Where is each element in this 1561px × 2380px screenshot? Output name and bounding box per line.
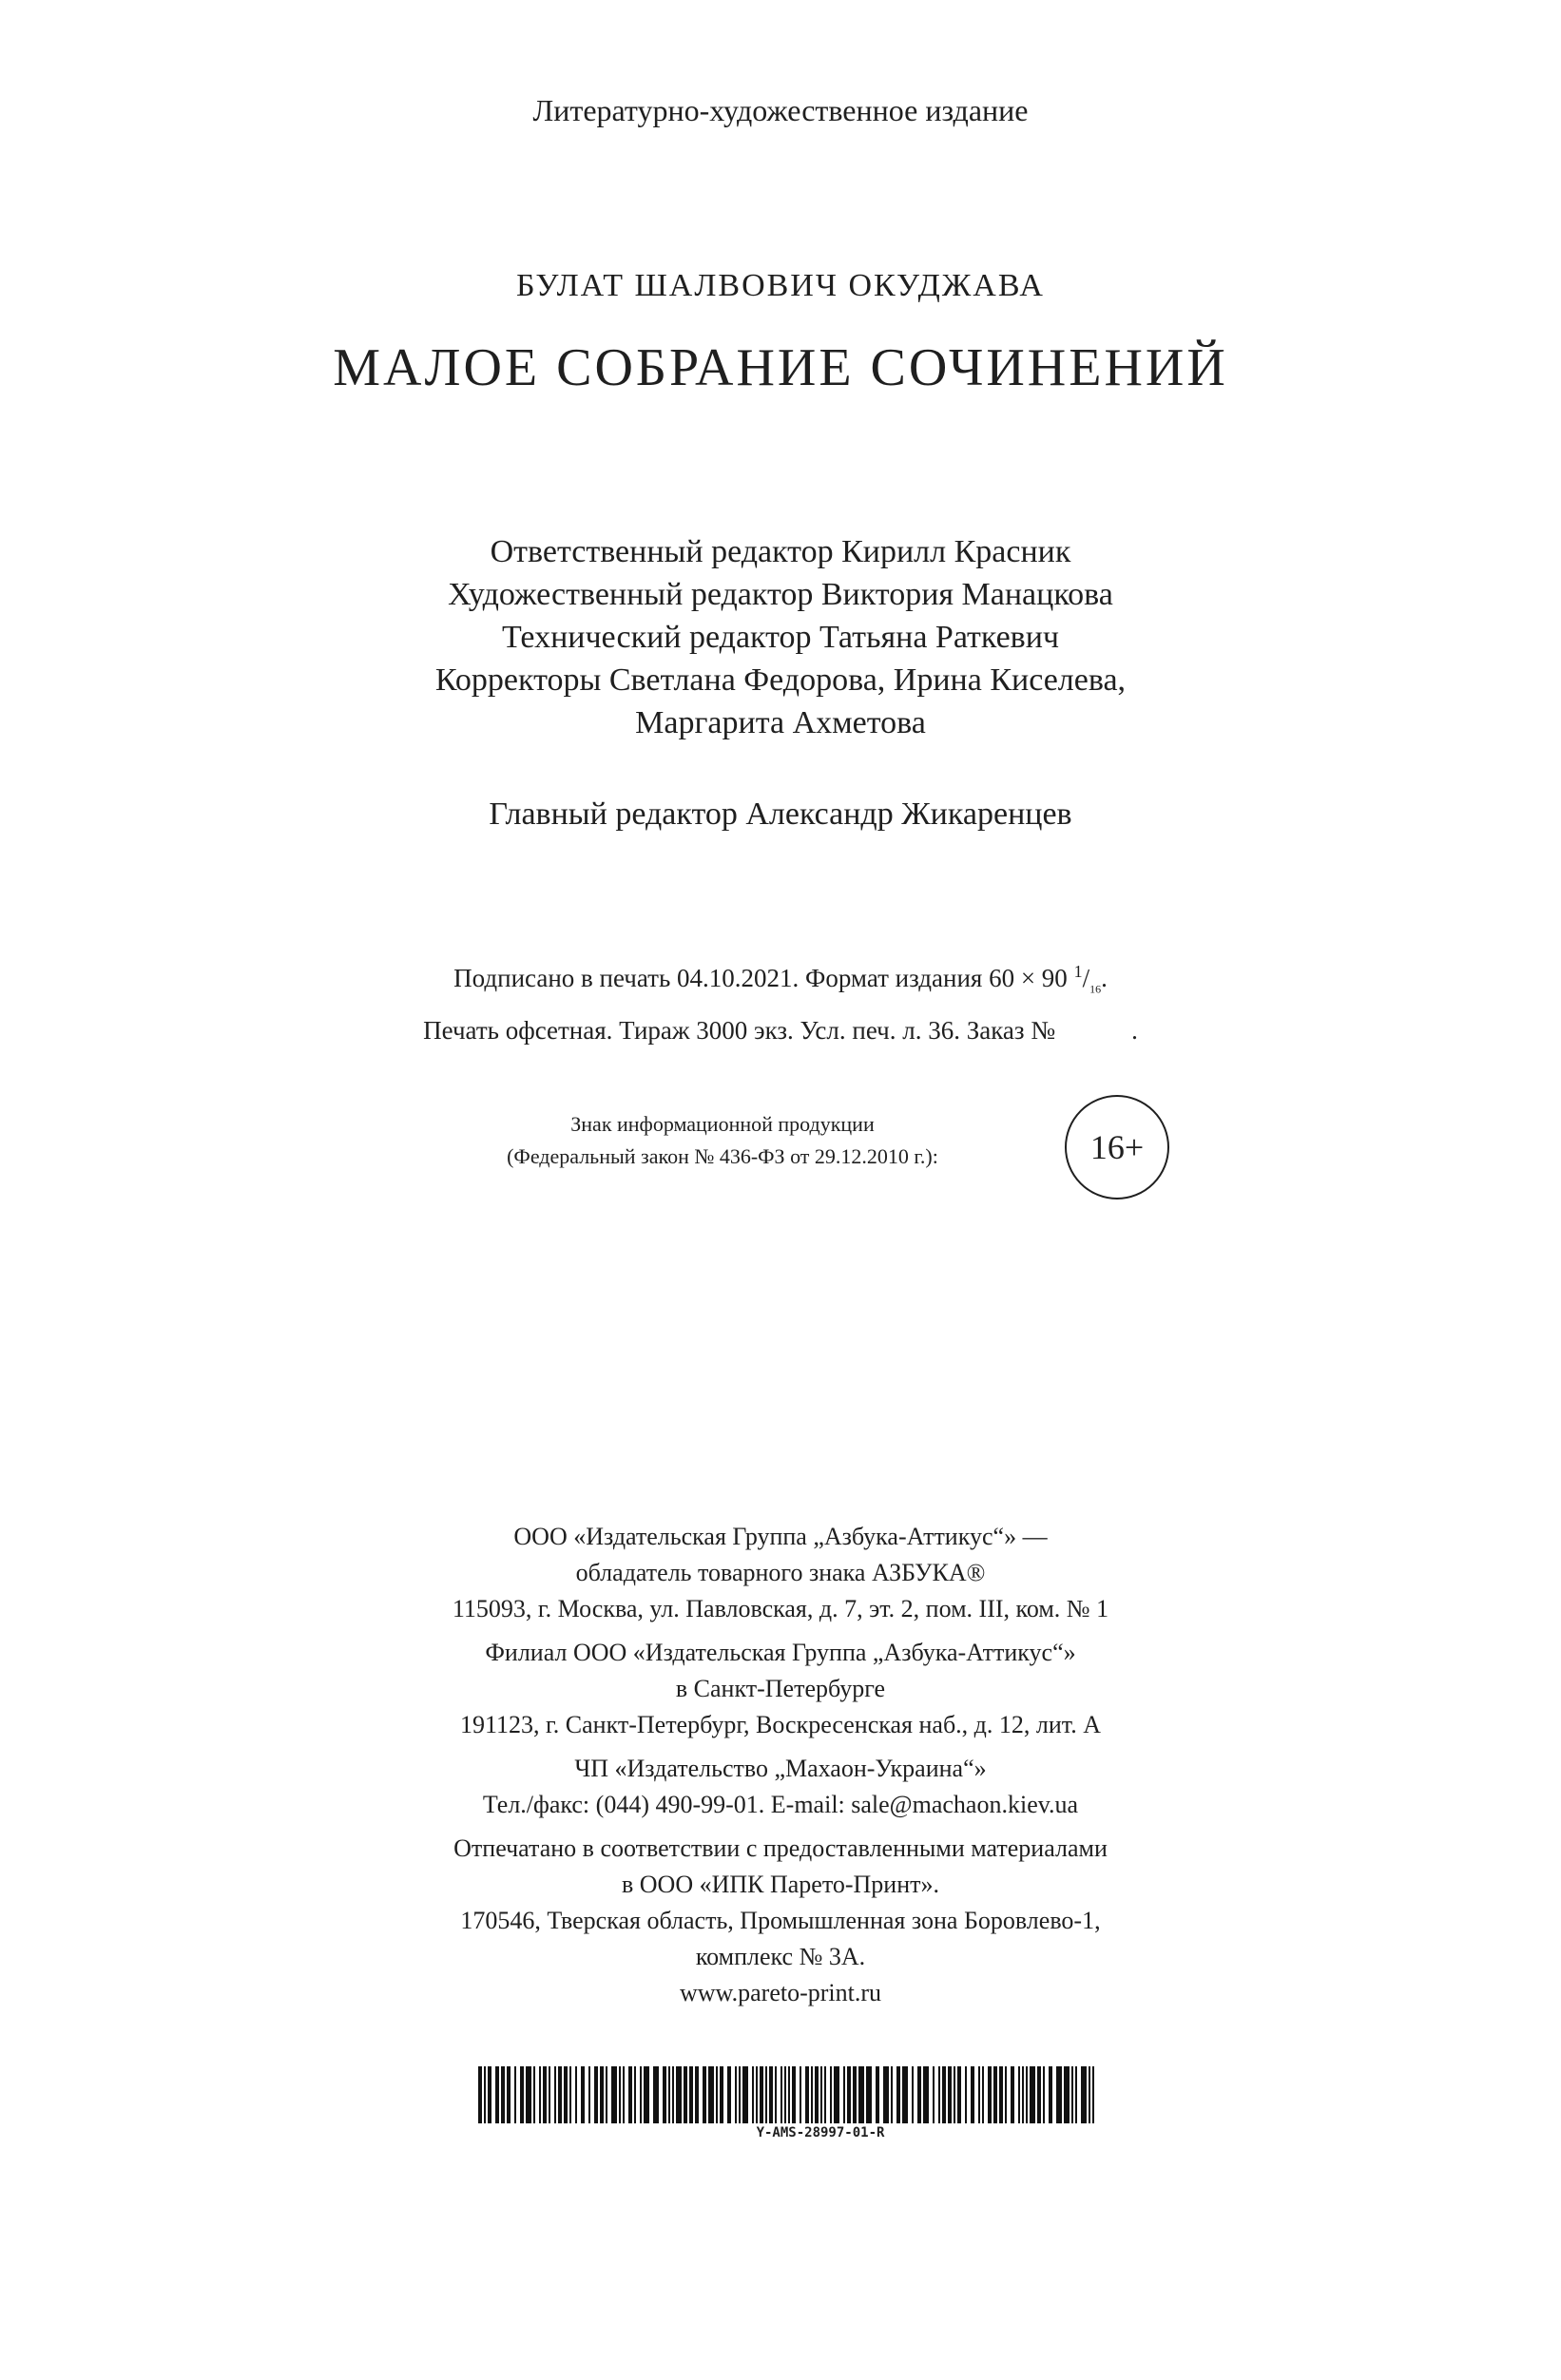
imprint-block	[0, 1519, 1561, 2019]
barcode-code: Y-AMS-28997-01-R	[756, 2125, 885, 2140]
print-info-text: Печать офсетная. Тираж 3000 экз. Усл. печ. л. 36. Заказ №	[423, 1016, 1056, 1046]
barcode	[478, 2066, 1096, 2161]
imprint-line: 191123, г. Санкт-Петербург, Воскресенская наб., д. 12, лит. А	[460, 1711, 1101, 1738]
credit-line: Ответственный редактор Кирилл Красник	[490, 534, 1071, 569]
chief-editor: Главный редактор Александр Жикаренцев	[489, 797, 1072, 832]
imprint-line: Тел./факс: (044) 490-99-01. E-mail: sale@machaon.kiev.ua	[482, 1791, 1079, 1818]
publisher-info	[0, 1519, 1561, 1627]
format-fraction: $^1/_{16}$	[1073, 962, 1102, 996]
print-info-text: Подписано в печать 04.10.2021. Формат издания 60 × 90	[453, 964, 1068, 992]
info-sign-line-1: Знак информационной продукции	[570, 1112, 875, 1136]
editorial-credits	[0, 530, 1561, 744]
series-note: Литературно-художественное издание	[532, 93, 1029, 127]
imprint-line: 115093, г. Москва, ул. Павловская, д. 7, эт. 2, пом. III, ком. № 1	[452, 1595, 1109, 1622]
printer-website: www.pareto-print.ru	[679, 1979, 882, 2006]
imprint-line: ООО «Издательская Группа „Азбука-Аттикус“» —	[513, 1523, 1048, 1550]
print-info	[0, 950, 1561, 1051]
print-info-line-2	[0, 1009, 1561, 1051]
age-rating-badge: 16+	[1065, 1095, 1169, 1200]
imprint-line: Отпечатано в соответствии с предоставленными материалами	[453, 1834, 1108, 1862]
print-info-line-1	[0, 950, 1561, 1009]
author-name: БУЛАТ ШАЛВОВИЧ ОКУДЖАВА	[516, 268, 1045, 303]
imprint-line: 170546, Тверская область, Промышленная зона Боровлево-1,	[460, 1907, 1101, 1934]
credit-line: Маргарита Ахметова	[635, 705, 926, 740]
format-numerator: 1	[1073, 962, 1083, 981]
imprint-line: ЧП «Издательство „Махаон-Украина“»	[574, 1755, 987, 1782]
credit-line: Корректоры Светлана Федорова, Ирина Киселева,	[434, 662, 1127, 698]
imprint-line: в Санкт-Петербурге	[675, 1675, 886, 1702]
print-info-end: .	[1131, 1016, 1138, 1046]
ukraine-distributor-info	[0, 1751, 1561, 1823]
credit-line: Технический редактор Татьяна Раткевич	[501, 620, 1060, 655]
imprint-line: Филиал ООО «Издательская Группа „Азбука-Аттикус“»	[485, 1639, 1076, 1666]
info-sign-line-2: (Федеральный закон № 436-ФЗ от 29.12.2010 г.):	[507, 1144, 938, 1168]
credit-line: Художественный редактор Виктория Манацкова	[448, 577, 1113, 612]
book-title: МАЛОЕ СОБРАНИЕ СОЧИНЕНИЙ	[333, 338, 1228, 397]
info-sign-text	[399, 1108, 1046, 1173]
barcode-bars	[478, 2066, 1096, 2123]
imprint-line: в ООО «ИПК Парето-Принт».	[621, 1871, 939, 1898]
imprint-line: комплекс № 3А.	[695, 1943, 866, 1970]
branch-info	[0, 1635, 1561, 1743]
info-product-sign	[399, 1095, 1145, 1209]
printer-info	[0, 1831, 1561, 2011]
imprint-line: обладатель товарного знака АЗБУКА®	[575, 1559, 986, 1586]
print-info-end: .	[1101, 964, 1108, 992]
format-denominator: 16	[1089, 982, 1102, 996]
